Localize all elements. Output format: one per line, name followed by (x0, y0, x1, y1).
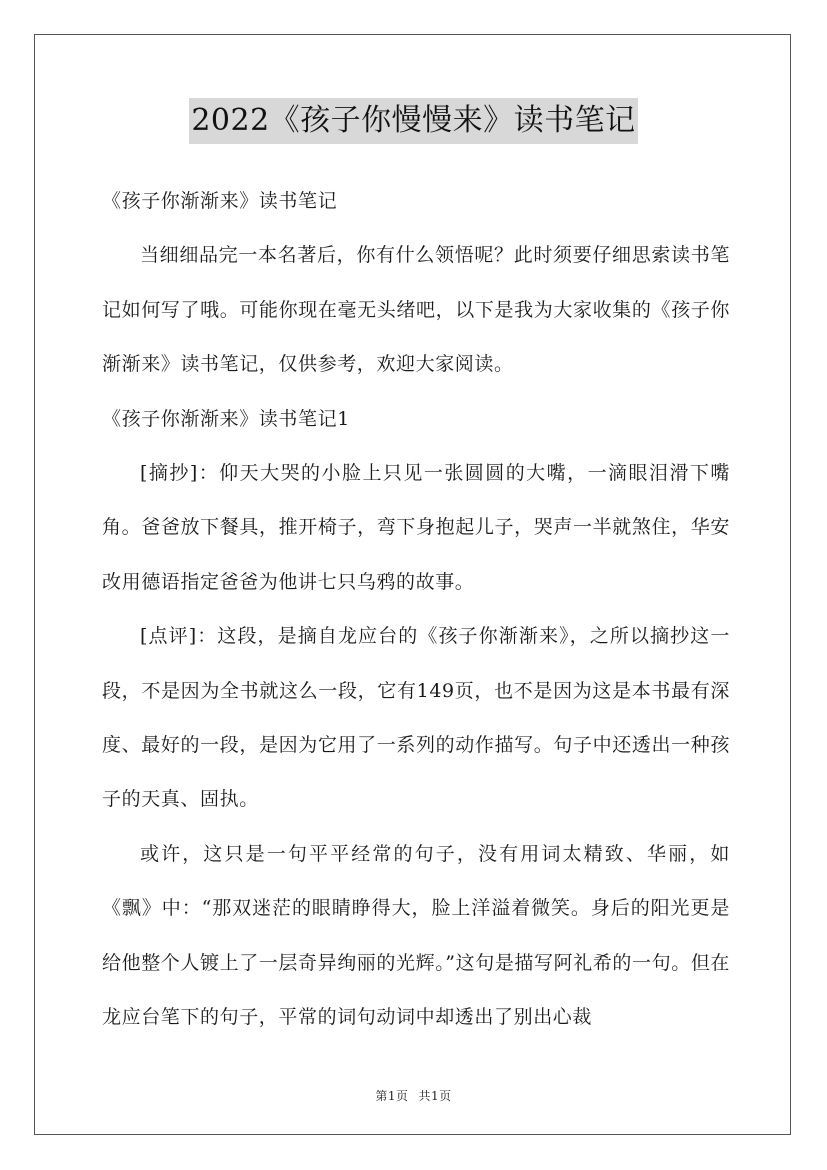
page-total: 共1页 (418, 1089, 452, 1103)
document-body (102, 174, 730, 1045)
paragraph-excerpt: [摘抄]：仰天大哭的小脸上只见一张圆圆的大嘴，一滴眼泪滑下嘴角。爸爸放下餐具，推开椅子，弯下身抱起儿子，哭声一半就煞住，华安改用德语指定爸爸为他讲七只乌鸦的故事。 (102, 462, 730, 593)
page-number: 第1页 (375, 1089, 409, 1103)
paragraph-comment: [点评]：这段，是摘自龙应台的《孩子你渐渐来》，之所以摘抄这一段，不是因为全书就这么一段，它有149页，也不是因为这是本书最有深度、最好的一段，是因为它用了一系列的动作描写。句子中还透出一种孩子的天真、固执。 (102, 625, 730, 811)
page-footer (0, 1087, 827, 1104)
title-container (0, 98, 827, 144)
paragraph-analysis: 或许，这只是一句平平经常的句子，没有用词太精致、华丽，如《飘》中：“那双迷茫的眼睛睁得大，脸上洋溢着微笑。身后的阳光更是给他整个人镀上了一层奇异绚丽的光辉。”这句是描写阿礼希的一句。但在龙应台笔下的句子，平常的词句动词中却透出了别出心裁 (102, 842, 731, 1029)
document-title: 2022《孩子你慢慢来》读书笔记 (189, 98, 637, 144)
paragraph-subtitle: 《孩子你渐渐来》读书笔记 (102, 190, 338, 212)
paragraph-intro: 当细细品完一本名著后，你有什么领悟呢？此时须要仔细思索读书笔记如何写了哦。可能你现在毫无头绪吧，以下是我为大家收集的《孩子你渐渐来》读书笔记，仅供参考，欢迎大家阅读。 (102, 244, 730, 376)
paragraph-section-heading: 《孩子你渐渐来》读书笔记1 (102, 407, 350, 430)
